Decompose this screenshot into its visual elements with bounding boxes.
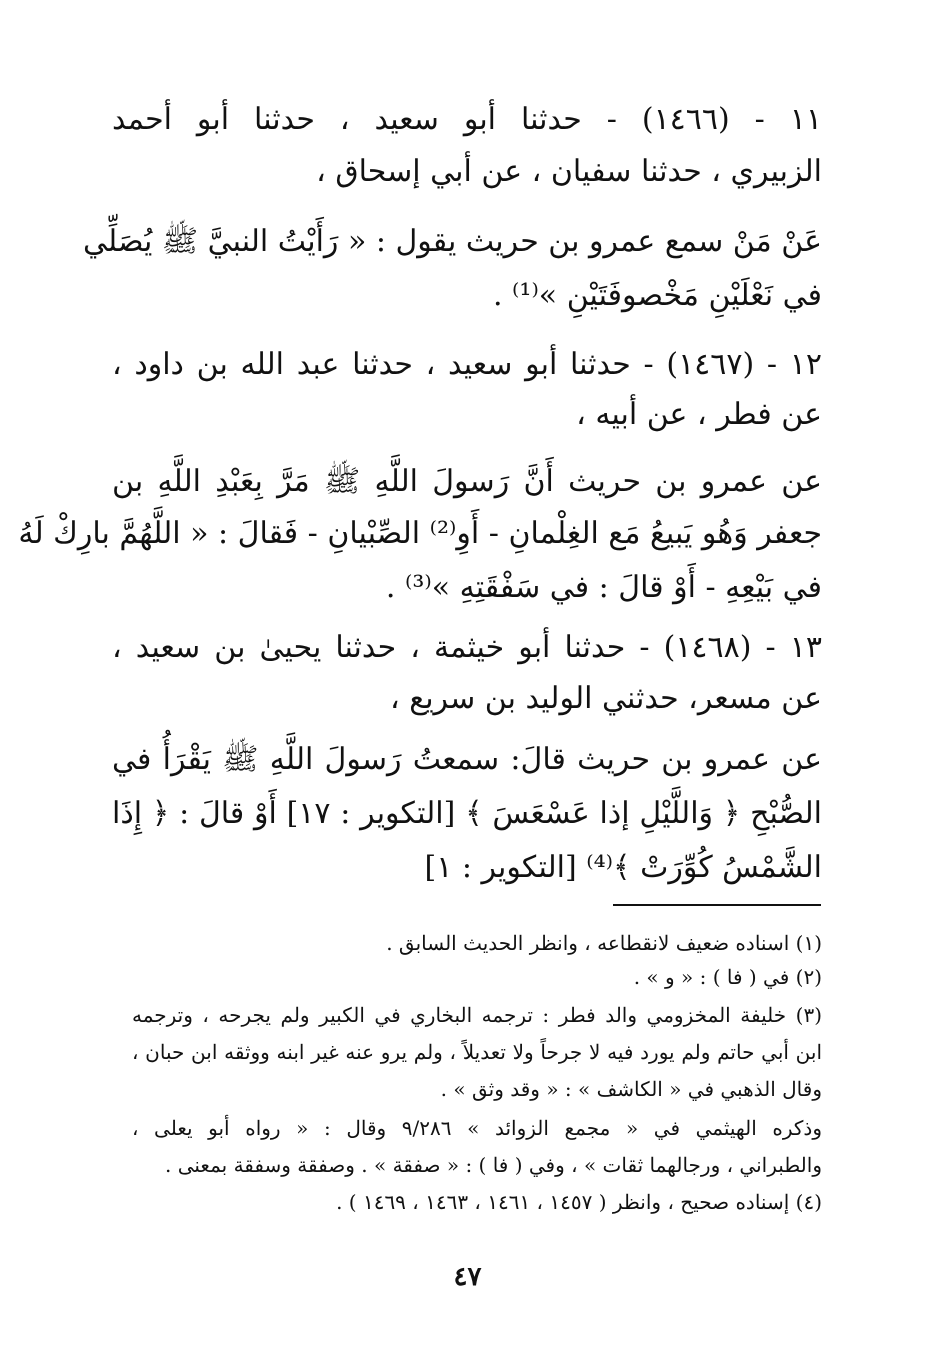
hadith-12-isnad-line-1: ١٢ - (١٤٦٧) - حدثنا أبو سعيد ، حدثنا عبد الله بن داود ، (112, 347, 822, 382)
footnote-3-cont-line-2: والطبراني ، ورجالهما ثقات » ، وفي ( فا ) : « صفقة » . وصفقة وسفقة بمعنى . (165, 1153, 822, 1177)
hadith-12-matn-line-3: في بَيْعِهِ - أَوْ قالَ : في سَفْقَتِهِ »⁽³⁾ . (385, 570, 822, 605)
hadith-12-matn-line-2: جعفر وَهُو يَبيعُ مَع الغِلْمانِ - أَوِ⁽²⁾ الصِّبْيانِ - فَقالَ : « اللَّهُمَّ بارِكْ لَهُ (18, 516, 822, 551)
footnote-1: (١) اسناده ضعيف لانقطاعه ، وانظر الحديث السابق . (386, 931, 822, 955)
hadith-13-matn-line-3: الشَّمْسُ كُوِّرَتْ ﴾⁽⁴⁾ [التكوير : ١] (424, 850, 822, 885)
footnote-3-line-2: ابن أبي حاتم ولم يورد فيه لا جرحاً ولا تعديلاً ، ولم يرو عنه غير ابنه ووثقه ابن حبان ، (132, 1040, 822, 1064)
hadith-13-matn-line-2: الصُّبْحِ ﴿ وَاللَّيْلِ إذا عَسْعَسَ ﴾ [التكوير : ١٧] أَوْ قالَ : ﴿ إِذَا (112, 796, 823, 831)
footnote-separator (613, 904, 821, 906)
footnote-2: (٢) في ( فا ) : « و » . (633, 965, 822, 989)
page-number: ٤٧ (453, 1262, 482, 1292)
footnote-4: (٤) إسناده صحيح ، وانظر ( ١٤٥٧ ، ١٤٦١ ، ١٤٦٣ ، ١٤٦٩ ) . (336, 1190, 822, 1214)
footnote-3-line-3: وقال الذهبي في « الكاشف » : « وقد وثق » . (440, 1077, 822, 1101)
hadith-11-matn-line-2: في نَعْلَيْنِ مَخْصوفَتَيْنِ »⁽¹⁾ . (492, 278, 822, 313)
footnote-3-cont-line-1: وذكره الهيثمي في « مجمع الزوائد » ٩/٢٨٦ وقال : « رواه أبو يعلى ، (132, 1116, 822, 1140)
hadith-12-matn-line-1: عن عمرو بن حريث أَنَّ رَسولَ اللَّهِ ﷺ مَرَّ بِعَبْدِ اللَّهِ بن (112, 464, 822, 499)
hadith-13-isnad-line-1: ١٣ - (١٤٦٨) - حدثنا أبو خيثمة ، حدثنا يحيىٰ بن سعيد ، (112, 630, 822, 665)
hadith-12-isnad-line-2: عن فطر ، عن أبيه ، (576, 397, 822, 432)
hadith-11-isnad-line-2: الزبيري ، حدثنا سفيان ، عن أبي إسحاق ، (316, 154, 822, 189)
hadith-13-isnad-line-2: عن مسعر، حدثني الوليد بن سريع ، (390, 681, 822, 716)
hadith-13-matn-line-1: عن عمرو بن حريث قالَ: سمعتُ رَسولَ اللَّهِ ﷺ يَقْرَأُ في (112, 742, 822, 777)
footnote-3-line-1: (٣) خليفة المخزومي والد فطر : ترجمه البخاري في الكبير ولم يجرحه ، وترجمه (132, 1003, 822, 1027)
hadith-11-matn-line-1: عَنْ مَنْ سمع عمرو بن حريث يقول : « رَأَيْتُ النبيَّ ﷺ يُصَلِّي (83, 224, 822, 259)
hadith-11-isnad-line-1: ١١ - (١٤٦٦) - حدثنا أبو سعيد ، حدثنا أبو أحمد (112, 102, 822, 137)
